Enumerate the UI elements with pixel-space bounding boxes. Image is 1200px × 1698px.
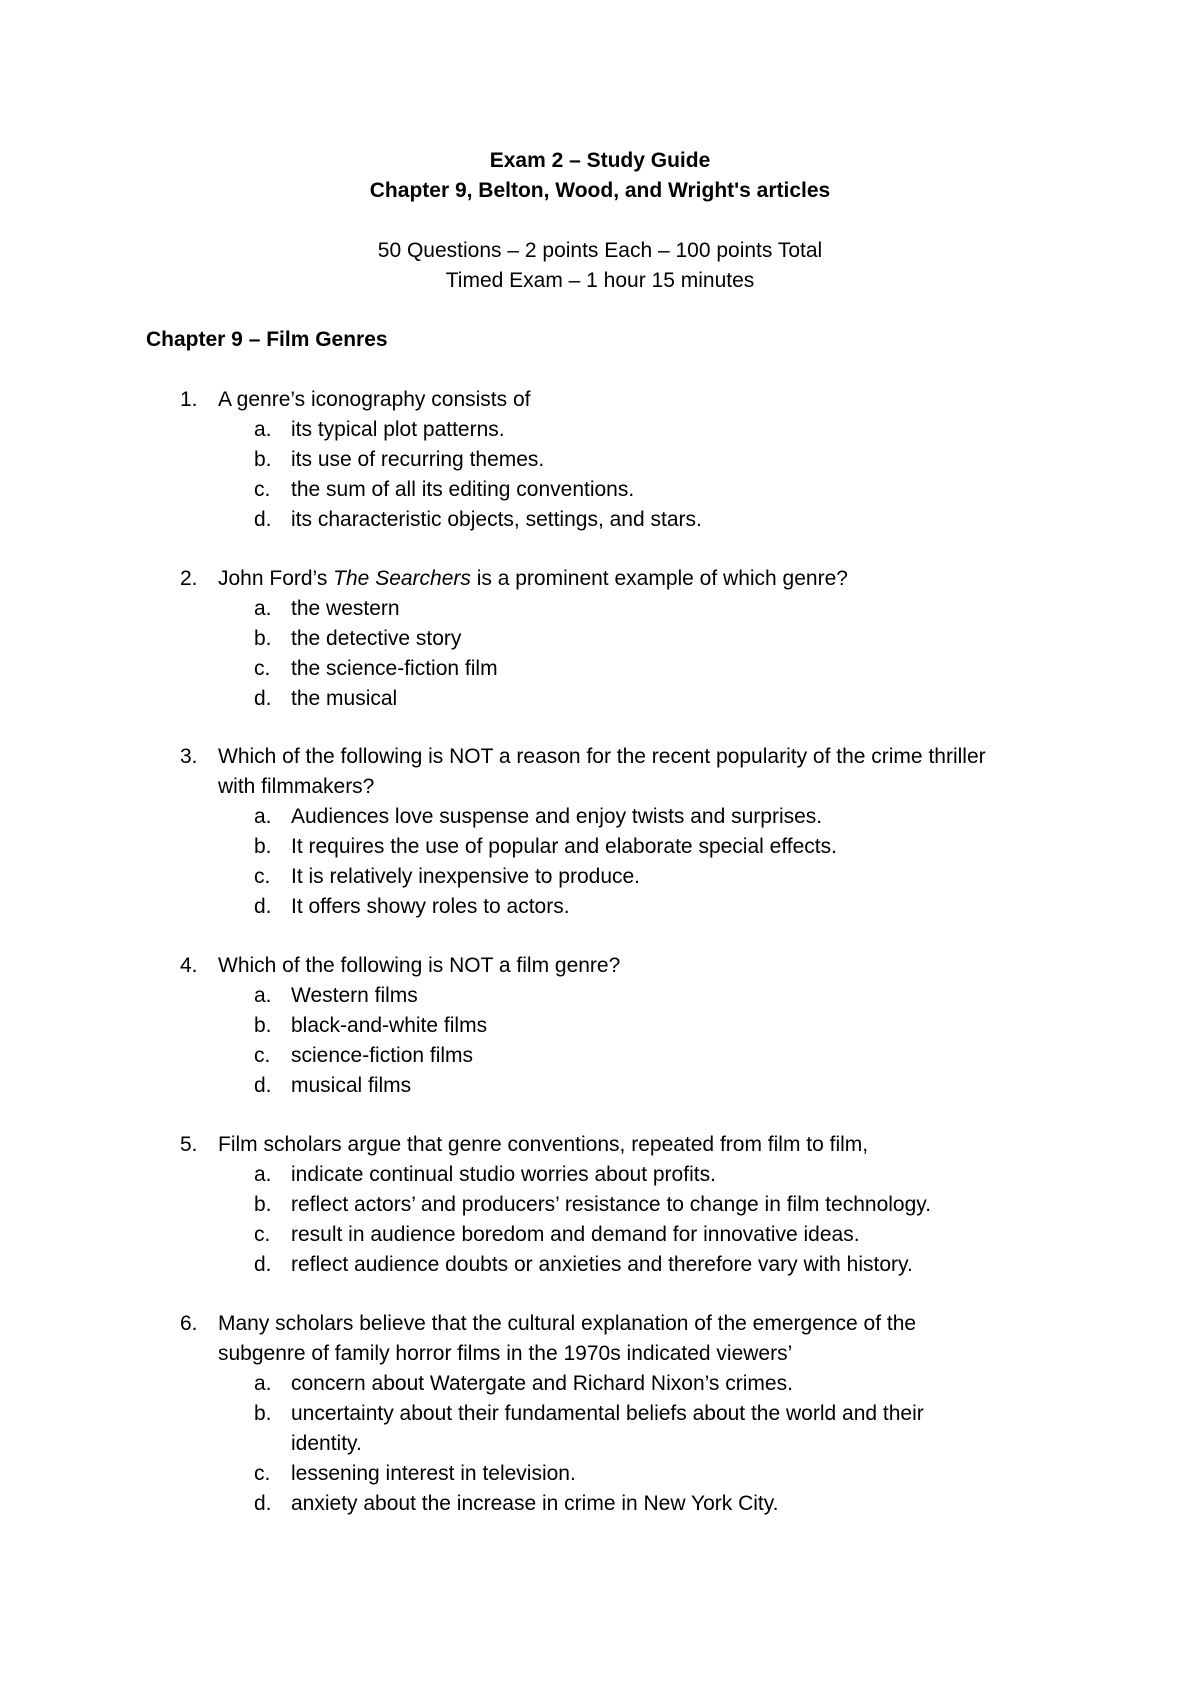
option-text: identity. (291, 1432, 362, 1455)
question-text: Many scholars believe that the cultural explanation of the emergence of the (218, 1312, 917, 1335)
option-text: It is relatively inexpensive to produce. (291, 865, 641, 888)
option-letter: c. (254, 865, 271, 888)
answer-option (0, 684, 1200, 714)
answer-option (0, 832, 1200, 862)
option-letter: b. (254, 448, 272, 471)
option-text: anxiety about the increase in crime in New York City. (291, 1492, 779, 1515)
option-text: Audiences love suspense and enjoy twists and surprises. (291, 805, 823, 828)
question-1 (0, 385, 1200, 535)
option-text: the musical (291, 687, 398, 710)
question-2 (0, 564, 1200, 714)
answer-option (0, 1250, 1200, 1280)
answer-option (0, 1160, 1200, 1190)
exam-time-info: Timed Exam – 1 hour 15 minutes (445, 269, 755, 292)
question-4 (0, 951, 1200, 1101)
question-stem (0, 1130, 1200, 1160)
question-stem-continued (0, 1339, 1200, 1369)
option-letter: c. (254, 1462, 271, 1485)
answer-option (0, 594, 1200, 624)
option-text: It requires the use of popular and elaborate special effects. (291, 835, 837, 858)
option-letter: d. (254, 1074, 272, 1097)
question-stem (0, 951, 1200, 981)
option-letter: d. (254, 687, 272, 710)
answer-option (0, 981, 1200, 1011)
option-text: Western films (291, 984, 418, 1007)
option-text: the sum of all its editing conventions. (291, 478, 635, 501)
option-letter: c. (254, 1044, 271, 1067)
answer-option (0, 654, 1200, 684)
option-letter: d. (254, 1253, 272, 1276)
question-stem (0, 1309, 1200, 1339)
answer-option (0, 445, 1200, 475)
option-letter: d. (254, 1492, 272, 1515)
answer-option (0, 1190, 1200, 1220)
option-letter: a. (254, 597, 272, 620)
answer-option (0, 1369, 1200, 1399)
question-number: 3. (180, 745, 198, 768)
answer-option (0, 892, 1200, 922)
answer-option (0, 505, 1200, 535)
question-number: 4. (180, 954, 198, 977)
option-letter: b. (254, 835, 272, 858)
option-text: uncertainty about their fundamental beliefs about the world and their (291, 1402, 924, 1425)
answer-option-continued (0, 1429, 1200, 1459)
option-letter: b. (254, 627, 272, 650)
question-text: with filmmakers? (218, 775, 375, 798)
document-subtitle: Chapter 9, Belton, Wood, and Wright's articles (369, 179, 831, 202)
option-text: the western (291, 597, 400, 620)
option-text: its use of recurring themes. (291, 448, 545, 471)
option-text: result in audience boredom and demand for innovative ideas. (291, 1223, 860, 1246)
question-stem-continued (0, 772, 1200, 802)
option-text: indicate continual studio worries about profits. (291, 1163, 716, 1186)
film-title: The Searchers (333, 567, 471, 590)
option-letter: b. (254, 1014, 272, 1037)
option-text: black-and-white films (291, 1014, 488, 1037)
question-text: A genre’s iconography consists of (218, 388, 531, 411)
option-text: lessening interest in television. (291, 1462, 576, 1485)
option-text: concern about Watergate and Richard Nixon’s crimes. (291, 1372, 793, 1395)
question-text-start: John Ford’s (218, 567, 334, 590)
question-5 (0, 1130, 1200, 1280)
document-title: Exam 2 – Study Guide (489, 149, 711, 172)
option-text: its typical plot patterns. (291, 418, 505, 441)
question-3 (0, 742, 1200, 922)
section-heading: Chapter 9 – Film Genres (146, 328, 388, 351)
answer-option (0, 1011, 1200, 1041)
answer-option (0, 862, 1200, 892)
answer-option (0, 1399, 1200, 1429)
answer-option (0, 1220, 1200, 1250)
answer-option (0, 1489, 1200, 1519)
question-stem (0, 385, 1200, 415)
answer-option (0, 1041, 1200, 1071)
option-letter: a. (254, 1372, 272, 1395)
question-text: Which of the following is NOT a reason for the recent popularity of the crime thriller (218, 745, 986, 768)
question-stem (0, 564, 1200, 594)
option-letter: a. (254, 418, 272, 441)
option-text: the detective story (291, 627, 462, 650)
option-letter: d. (254, 508, 272, 531)
option-text: its characteristic objects, settings, and stars. (291, 508, 702, 531)
option-letter: b. (254, 1193, 272, 1216)
option-text: reflect actors’ and producers’ resistance to change in film technology. (291, 1193, 932, 1216)
answer-option (0, 802, 1200, 832)
answer-option (0, 624, 1200, 654)
answer-option (0, 1459, 1200, 1489)
answer-option (0, 1071, 1200, 1101)
answer-option (0, 415, 1200, 445)
option-letter: c. (254, 478, 271, 501)
question-number: 6. (180, 1312, 198, 1335)
option-letter: a. (254, 805, 272, 828)
question-number: 2. (180, 567, 198, 590)
option-letter: a. (254, 1163, 272, 1186)
question-number: 1. (180, 388, 198, 411)
option-text: It offers showy roles to actors. (291, 895, 570, 918)
option-letter: c. (254, 1223, 271, 1246)
option-text: reflect audience doubts or anxieties and therefore vary with history. (291, 1253, 913, 1276)
option-text: the science-fiction film (291, 657, 498, 680)
question-text: Film scholars argue that genre conventions, repeated from film to film, (218, 1133, 869, 1156)
question-number: 5. (180, 1133, 198, 1156)
option-text: musical films (291, 1074, 412, 1097)
question-text: subgenre of family horror films in the 1970s indicated viewers’ (218, 1342, 793, 1365)
question-6 (0, 1309, 1200, 1519)
question-text-end: is a prominent example of which genre? (470, 567, 848, 590)
option-letter: b. (254, 1402, 272, 1425)
question-text: Which of the following is NOT a film genre? (218, 954, 621, 977)
option-letter: c. (254, 657, 271, 680)
answer-option (0, 475, 1200, 505)
question-stem (0, 742, 1200, 772)
option-letter: a. (254, 984, 272, 1007)
question-text (218, 564, 848, 594)
exam-points-info: 50 Questions – 2 points Each – 100 points Total (377, 239, 823, 262)
option-text: science-fiction films (291, 1044, 474, 1067)
option-letter: d. (254, 895, 272, 918)
